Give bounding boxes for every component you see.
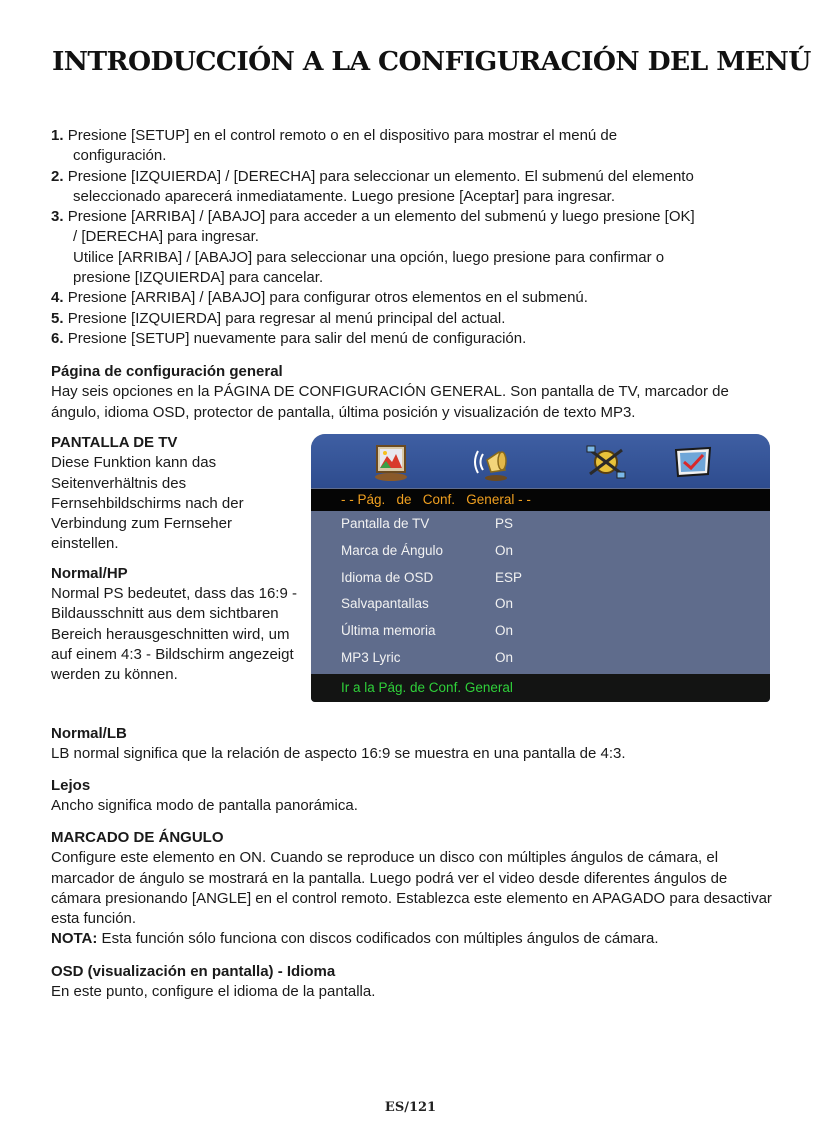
osd-setting-value: PS	[495, 516, 514, 531]
step-continuation: presione [IZQUIERDA] para cancelar.	[73, 269, 324, 287]
page-title: INTRODUCCIÓN A LA CONFIGURACIÓN DEL MENÚ	[52, 46, 811, 77]
osd-icon-bar	[311, 434, 770, 488]
osd-language-text: En este punto, configure el idioma de la pantalla.	[51, 983, 376, 1001]
steps-list	[51, 126, 781, 349]
osd-setting-label: Salvapantallas	[341, 596, 429, 612]
list-item	[51, 207, 781, 288]
tv-screen-section	[51, 433, 301, 695]
step-number: 6.	[51, 329, 64, 347]
angle-heading: MARCADO DE ÁNGULO	[51, 829, 224, 846]
tv-screen-heading: PANTALLA DE TV	[51, 434, 178, 451]
page-number: ES/121	[384, 1100, 437, 1115]
checkmark-panel-icon	[671, 440, 715, 484]
list-item	[51, 126, 781, 167]
osd-setting-row[interactable]	[311, 565, 770, 592]
list-item	[51, 309, 781, 329]
osd-language-heading: OSD (visualización en pantalla) - Idioma	[51, 963, 336, 980]
step-text: Presione [ARRIBA] / [ABAJO] para acceder a un elemento del submenú y luego presione [OK]	[67, 208, 695, 226]
osd-setting-label: MP3 Lyric	[341, 649, 401, 665]
list-item	[51, 288, 781, 308]
step-number: 1.	[51, 127, 64, 144]
osd-setting-value: On	[495, 649, 514, 665]
note-text: Esta función sólo funciona con discos codificados con múltiples ángulos de cámara.	[97, 930, 659, 948]
lejos-text: Ancho significa modo de pantalla panorámica.	[51, 797, 358, 815]
osd-setting-label: Última memoria	[341, 623, 436, 639]
list-item	[51, 167, 781, 208]
osd-setting-row[interactable]	[311, 618, 770, 645]
osd-setting-value: On	[495, 596, 514, 612]
osd-setting-row[interactable]	[311, 511, 770, 538]
tv-picture-icon	[369, 440, 413, 484]
lejos-section	[51, 776, 781, 817]
osd-menu-screen	[311, 434, 770, 702]
step-continuation: / [DERECHA] para ingresar.	[73, 228, 259, 246]
satellite-icon	[584, 440, 628, 484]
list-item	[51, 329, 781, 349]
osd-footer-text: Ir a la Pág. de Conf. General	[341, 680, 513, 695]
step-text: Presione [IZQUIERDA] para regresar al menú principal del actual.	[67, 309, 506, 327]
angle-text: Configure este elemento en ON. Cuando se reproduce un disco con múltiples ángulos de cámara, el marcador de ángulo se mostrará en la pantalla. Luego podrá ver el video desde diferentes ángulos de cámara presionando [ANGLE] en el control remoto. Establezca este elemento en APAGADO para desactivar esta función.	[51, 849, 772, 928]
osd-setting-label: Marca de Ángulo	[341, 542, 444, 558]
osd-setting-label: Pantalla de TV	[341, 516, 430, 531]
normal-lb-heading: Normal/LB	[51, 725, 127, 742]
step-text: Presione [SETUP] en el control remoto o en el dispositivo para mostrar el menú de	[67, 127, 618, 144]
angle-note	[51, 929, 781, 949]
step-text: Presione [SETUP] nuevamente para salir del menú de configuración.	[67, 329, 527, 347]
normal-lb-section	[51, 724, 781, 765]
step-number: 4.	[51, 289, 64, 307]
osd-menu-header	[311, 489, 770, 511]
osd-setting-row[interactable]	[311, 591, 770, 618]
general-text: Hay seis opciones en la PÁGINA DE CONFIGURACIÓN GENERAL. Son pantalla de TV, marcador de ángulo, idioma OSD, protector de pantalla, última posición y visualización de texto MP3.	[51, 383, 729, 421]
step-continuation: Utilice [ARRIBA] / [ABAJO] para seleccionar una opción, luego presione para confirmar o	[73, 248, 665, 266]
osd-settings-list	[311, 511, 770, 672]
normal-hp-text: Normal PS bedeutet, dass das 16:9 - Bildausschnitt aus dem sichtbaren Bereich herausgeschnitten wird, um auf einem 4:3 - Bildschirm angezeigt werden zu können.	[51, 585, 297, 684]
tv-screen-text: Diese Funktion kann das Seitenverhältnis des Fernsehbildschirms nach der Verbindung zum Fernseher einstellen.	[51, 454, 244, 553]
step-number: 2.	[51, 167, 64, 185]
osd-language-section	[51, 962, 781, 1003]
step-text: Presione [IZQUIERDA] / [DERECHA] para seleccionar un elemento. El submenú del elemento	[67, 167, 694, 185]
osd-header-text: - - Pág. de Conf. General - -	[341, 492, 531, 507]
osd-setting-label: Idioma de OSD	[341, 569, 434, 585]
lejos-heading: Lejos	[51, 777, 91, 794]
osd-setting-row[interactable]	[311, 645, 770, 672]
angle-section	[51, 828, 781, 950]
osd-setting-value: On	[495, 623, 514, 639]
note-label: NOTA:	[51, 930, 98, 948]
osd-menu-footer	[311, 674, 770, 702]
audio-speaker-icon	[469, 440, 513, 484]
general-heading: Página de configuración general	[51, 363, 283, 380]
step-number: 3.	[51, 208, 64, 226]
step-text: Presione [ARRIBA] / [ABAJO] para configurar otros elementos en el submenú.	[67, 289, 588, 307]
normal-hp-heading: Normal/HP	[51, 564, 128, 582]
osd-setting-value: On	[495, 542, 514, 558]
general-section	[51, 362, 781, 423]
step-continuation: seleccionado aparecerá inmediatamente. Luego presione [Aceptar] para ingresar.	[73, 187, 616, 205]
osd-setting-value: ESP	[495, 569, 523, 585]
normal-lb-text: LB normal significa que la relación de aspecto 16:9 se muestra en una pantalla de 4:3.	[51, 745, 626, 763]
osd-setting-row[interactable]	[311, 538, 770, 565]
step-continuation: configuración.	[73, 147, 167, 165]
step-number: 5.	[51, 309, 64, 327]
